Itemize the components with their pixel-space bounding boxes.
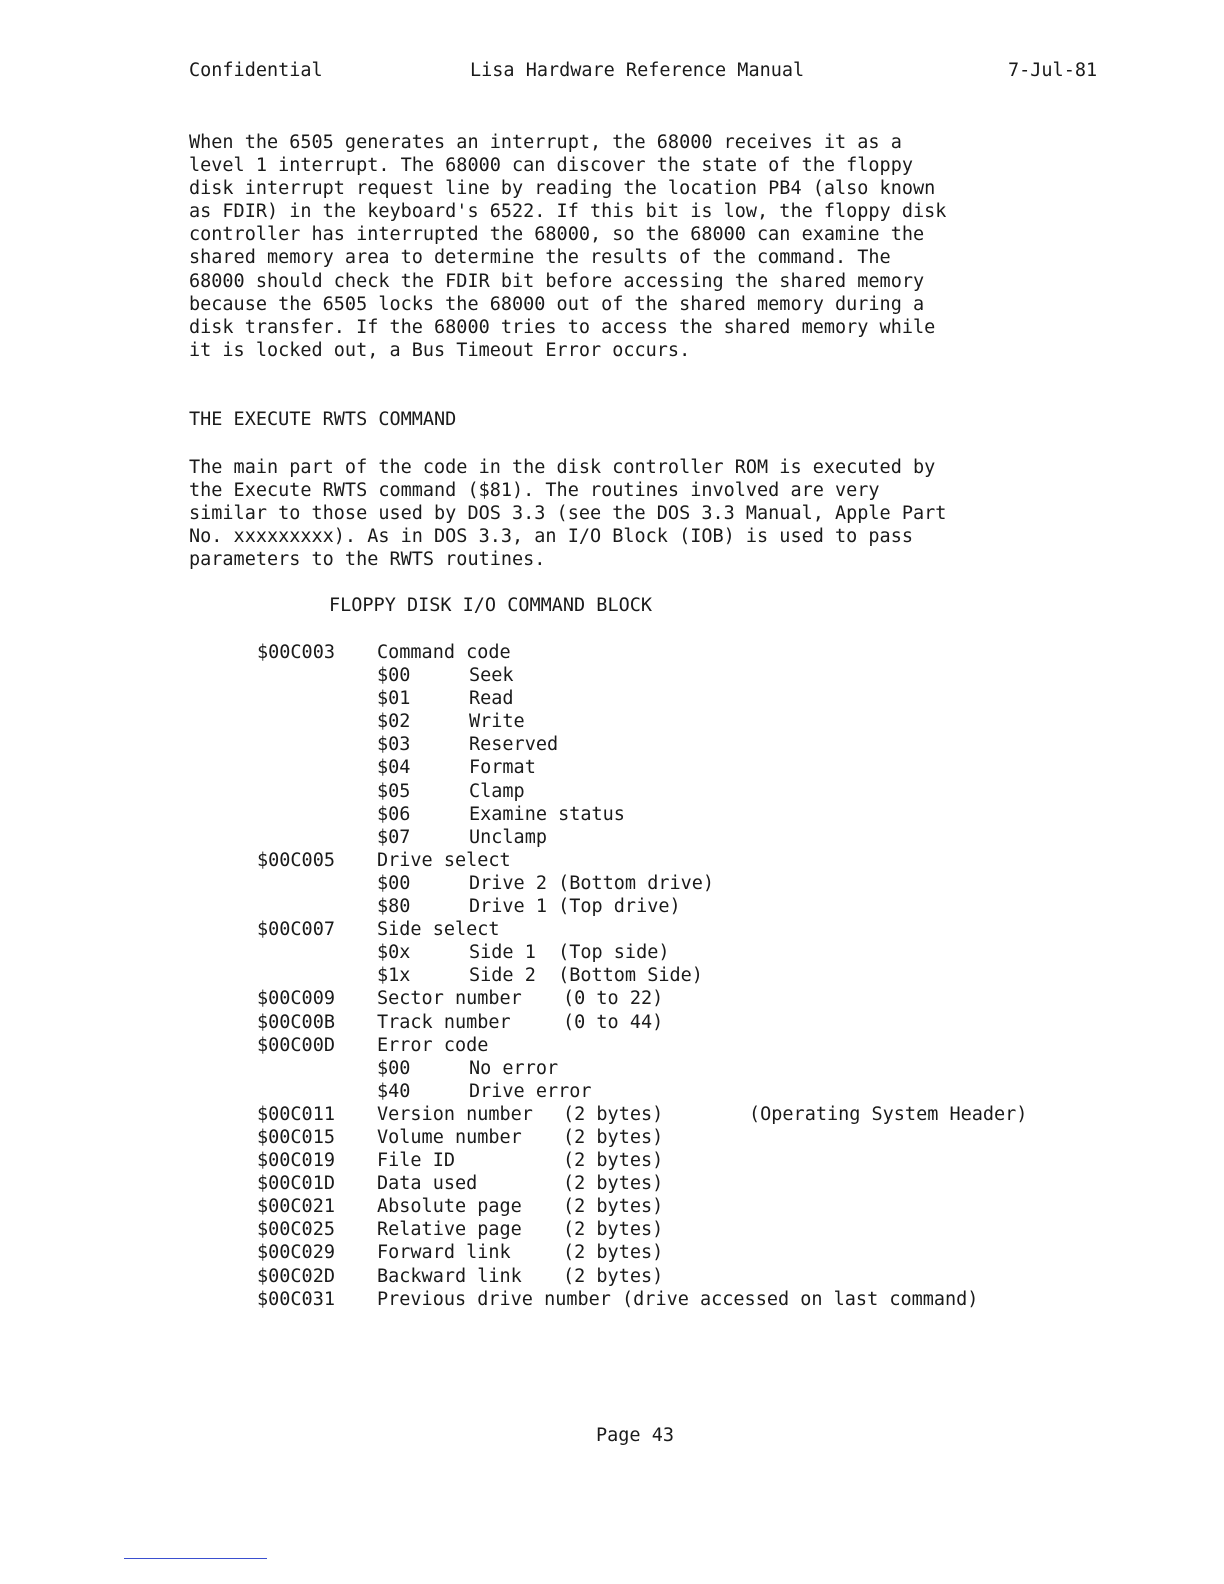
table-row (257, 918, 1027, 941)
code: $01 (377, 688, 411, 710)
code: $07 (377, 826, 411, 848)
field-name: Previous drive number (drive accessed on last command) (377, 1288, 979, 1310)
code: $03 (377, 734, 411, 756)
code-meaning: Seek (469, 665, 514, 687)
header-date: 7-Jul-81 (1008, 60, 1098, 81)
code-meaning: Clamp (469, 780, 525, 802)
table-row (257, 1011, 1027, 1034)
field-note: (Operating System Header) (749, 1103, 1028, 1125)
section-heading: THE EXECUTE RWTS COMMAND (189, 409, 457, 430)
table-row (257, 1288, 1027, 1311)
code-meaning: Side 1 (Top side) (469, 942, 670, 964)
footer-rule (124, 1558, 267, 1559)
code-meaning: Format (469, 757, 536, 779)
address: $00C003 (257, 642, 335, 663)
code-meaning: Side 2 (Bottom Side) (469, 965, 703, 987)
table-row (257, 1172, 1027, 1195)
address: $00C02D (257, 1265, 335, 1287)
code-meaning: No error (469, 1057, 559, 1079)
rwts-paragraph: The main part of the code in the disk controller ROM is executed by the Execute RWTS command ($81). The routines involved are very similar to those used by DOS 3.3 (see the DOS 3.3 Manual, Apple Part No. xxxxxxxxx). As in DOS 3.3, an I/O Block (IOB) is used to pass parameters to the RWTS routines. (189, 457, 947, 571)
field-name: Volume number (377, 1126, 522, 1148)
address: $00C031 (257, 1288, 335, 1310)
field-size: (2 bytes) (563, 1103, 664, 1125)
table-row (257, 1034, 1027, 1057)
code: $06 (377, 803, 411, 825)
field-size: (2 bytes) (563, 1265, 664, 1287)
address: $00C019 (257, 1150, 335, 1172)
code-meaning: Drive error (469, 1080, 592, 1102)
field-name: Sector number (377, 988, 522, 1010)
code: $40 (377, 1080, 411, 1102)
address: $00C009 (257, 988, 335, 1010)
table-row (257, 1241, 1027, 1264)
value-range: (0 to 44) (563, 1011, 664, 1033)
code-row (257, 826, 1027, 849)
code-row (257, 780, 1027, 803)
code: $0x (377, 942, 411, 964)
address: $00C021 (257, 1196, 335, 1218)
header-confidential: Confidential (189, 60, 323, 81)
address: $00C00D (257, 1034, 335, 1056)
code-row (257, 664, 1027, 687)
code: $04 (377, 757, 411, 779)
code: $02 (377, 711, 411, 733)
code-row (257, 710, 1027, 733)
field-size: (2 bytes) (563, 1196, 664, 1218)
code-meaning: Drive 2 (Bottom drive) (469, 872, 715, 894)
address: $00C025 (257, 1219, 335, 1241)
field-name: Error code (377, 1034, 489, 1056)
code: $00 (377, 872, 411, 894)
address: $00C011 (257, 1103, 335, 1125)
code-row (257, 895, 1027, 918)
table-row (257, 641, 1027, 664)
code-row (257, 1057, 1027, 1080)
address: $00C007 (257, 919, 335, 941)
code-meaning: Read (469, 688, 514, 710)
address: $00C029 (257, 1242, 335, 1264)
code-meaning: Reserved (469, 734, 559, 756)
field-name: Version number (377, 1103, 533, 1125)
code-meaning: Drive 1 (Top drive) (469, 896, 681, 918)
table-row (257, 1195, 1027, 1218)
code-meaning: Examine status (469, 803, 625, 825)
table-row (257, 1149, 1027, 1172)
command-block-table (257, 641, 1027, 1311)
field-size: (2 bytes) (563, 1150, 664, 1172)
interrupt-paragraph: When the 6505 generates an interrupt, the 68000 receives it as a level 1 interrupt. The 68000 can discover the state of the floppy disk interrupt request line by reading the location PB4 (also known as FDIR) in the keyboard's 6522. If this bit is low, the floppy disk controller has interrupted the 68000, so the 68000 can examine the shared memory area to determine the results of the command. The 68000 should check the FDIR bit before accessing the shared memory because the 6505 locks the 68000 out of the shared memory during a disk transfer. If the 68000 tries to access the shared memory while it is locked out, a Bus Timeout Error occurs. (189, 132, 947, 361)
code-row (257, 1080, 1027, 1103)
table-row (257, 1218, 1027, 1241)
code-row (257, 803, 1027, 826)
field-name: Command code (377, 642, 511, 663)
address: $00C00B (257, 1011, 335, 1033)
field-name: Drive select (377, 849, 511, 871)
header-title: Lisa Hardware Reference Manual (470, 60, 805, 81)
field-name: File ID (377, 1150, 455, 1172)
page-number: Page 43 (596, 1425, 674, 1446)
field-size: (2 bytes) (563, 1126, 664, 1148)
code: $00 (377, 1057, 411, 1079)
table-row (257, 849, 1027, 872)
code-row (257, 687, 1027, 710)
address: $00C01D (257, 1173, 335, 1195)
field-name: Relative page (377, 1219, 522, 1241)
table-row (257, 987, 1027, 1010)
code: $80 (377, 896, 411, 918)
code-row (257, 964, 1027, 987)
field-name: Side select (377, 919, 500, 941)
field-size: (2 bytes) (563, 1219, 664, 1241)
address: $00C015 (257, 1126, 335, 1148)
table-row (257, 1103, 1027, 1126)
code-row (257, 733, 1027, 756)
code: $1x (377, 965, 411, 987)
code-row (257, 872, 1027, 895)
field-name: Backward link (377, 1265, 522, 1287)
field-name: Track number (377, 1011, 511, 1033)
code: $00 (377, 665, 411, 687)
command-block-title: FLOPPY DISK I/O COMMAND BLOCK (329, 595, 653, 616)
code-meaning: Write (469, 711, 525, 733)
table-row (257, 1126, 1027, 1149)
address: $00C005 (257, 849, 335, 871)
field-size: (2 bytes) (563, 1173, 664, 1195)
table-row (257, 1265, 1027, 1288)
field-name: Data used (377, 1173, 478, 1195)
field-size: (2 bytes) (563, 1242, 664, 1264)
code-meaning: Unclamp (469, 826, 547, 848)
field-name: Absolute page (377, 1196, 522, 1218)
value-range: (0 to 22) (563, 988, 664, 1010)
code: $05 (377, 780, 411, 802)
code-row (257, 756, 1027, 779)
code-row (257, 941, 1027, 964)
field-name: Forward link (377, 1242, 511, 1264)
